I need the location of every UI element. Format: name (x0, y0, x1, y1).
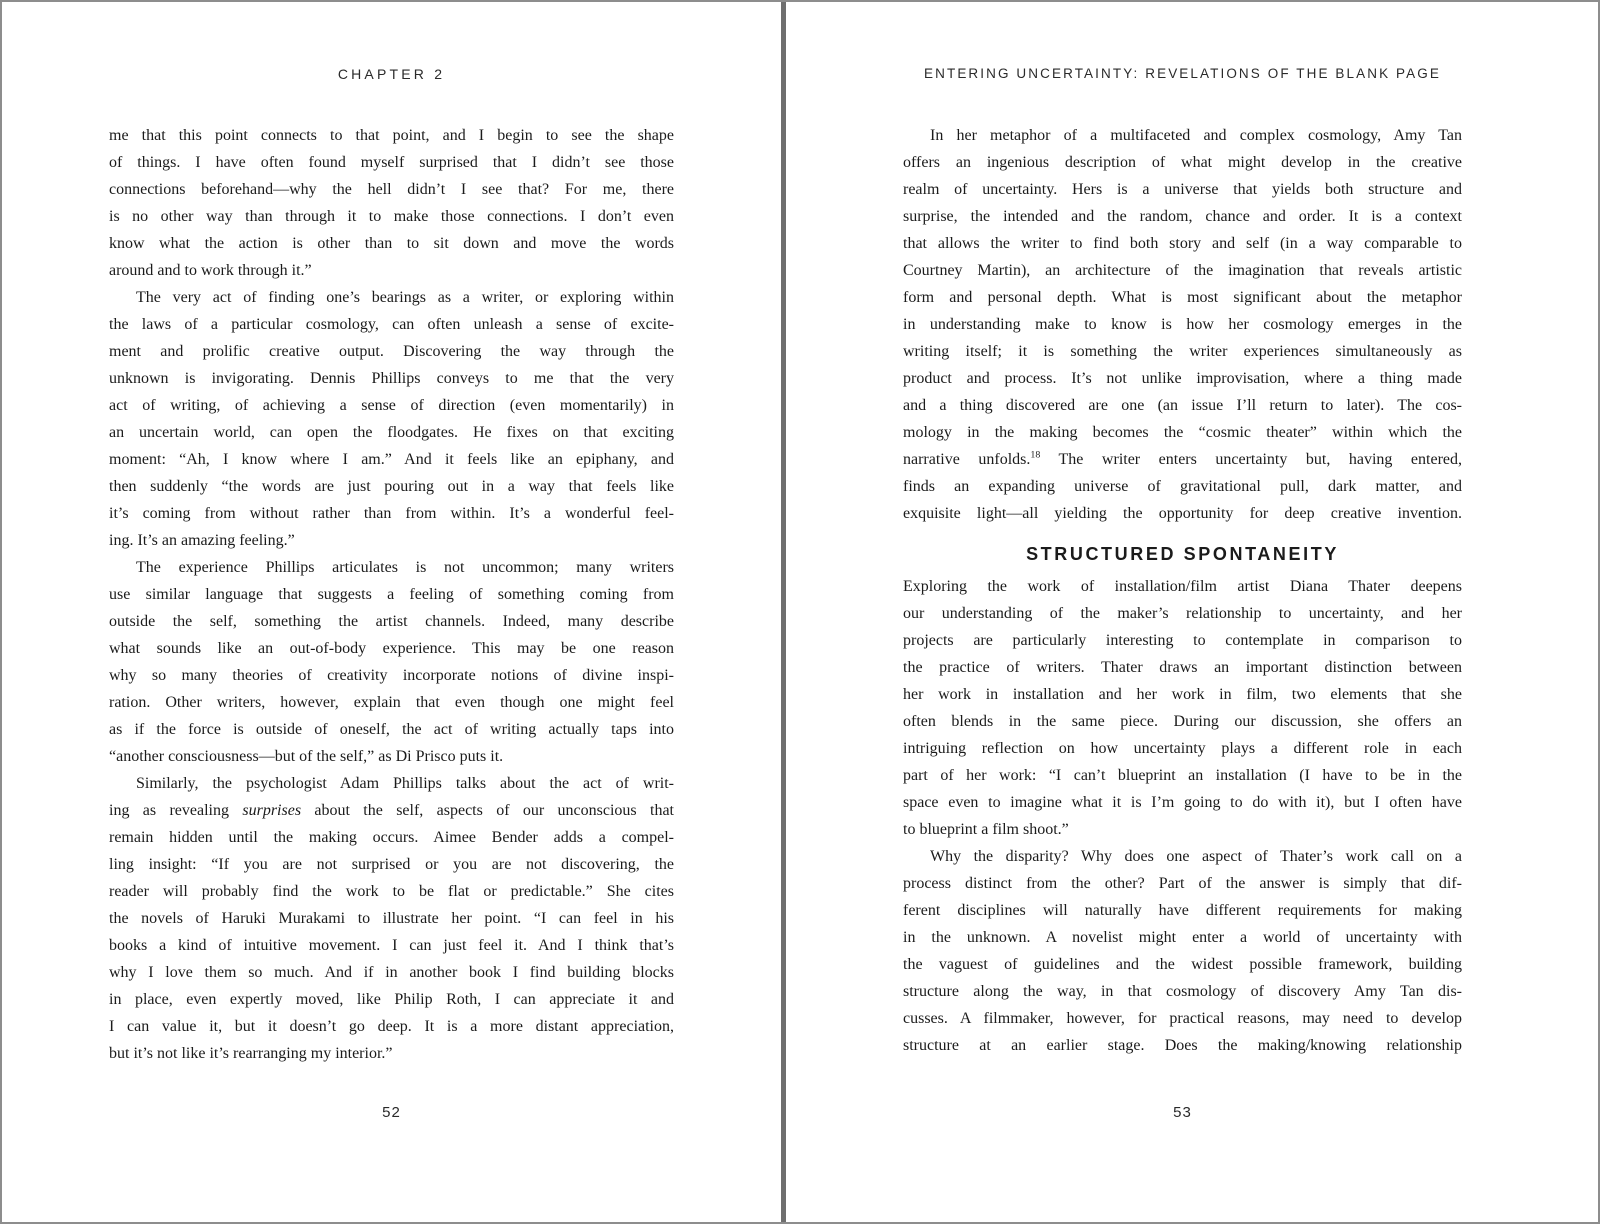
text-line: ing as revealing surprises about the self, aspects of our unconscious that (109, 802, 675, 819)
text-line: but it’s not like it’s rearranging my interior.” (109, 1045, 393, 1062)
text-line: mology in the making becomes the “cosmic theater” within which the (903, 424, 1462, 441)
paragraph (109, 284, 674, 554)
text-line: the practice of writers. Thater draws an important distinction between (903, 659, 1462, 676)
text-line: form and personal depth. What is most significant about the metaphor (903, 289, 1462, 306)
text-line: use similar language that suggests a feeling of something coming from (109, 586, 674, 603)
text-line: part of her work: “I can’t blueprint an installation (I have to be in the (903, 767, 1462, 784)
text-line: books a kind of intuitive movement. I can just feel it. And I think that’s (109, 937, 674, 954)
text-line: why so many theories of creativity incorporate notions of divine inspi- (109, 667, 674, 684)
text-line: that allows the writer to find both story and self (in a way comparable to (903, 235, 1462, 252)
text-line: and a thing discovered are one (an issue I’ll return to later). The cos- (903, 397, 1462, 414)
left-page-number: 52 (382, 1104, 401, 1121)
text-line: around and to work through it.” (109, 262, 312, 279)
text-line: know what the action is other than to sit down and move the words (109, 235, 674, 252)
text-line: connections beforehand—why the hell didn’t I see that? For me, there (109, 181, 674, 198)
paragraph (903, 573, 1462, 843)
text-line: finds an expanding universe of gravitational pull, dark matter, and (903, 478, 1462, 495)
text-line: it’s coming from without rather than from within. It’s a wonderful feel- (109, 505, 674, 522)
text-line: remain hidden until the making occurs. Aimee Bender adds a compel- (109, 829, 674, 846)
text-line: then suddenly “the words are just pouring out in a way that feels like (109, 478, 674, 495)
text-line: ration. Other writers, however, explain that even though one might feel (109, 694, 674, 711)
paragraph (109, 770, 674, 1067)
page-gutter-divider (781, 2, 786, 1222)
right-page-body (903, 122, 1462, 1059)
text-line: “another consciousness—but of the self,” as Di Prisco puts it. (109, 748, 504, 765)
text-line: in the unknown. A novelist might enter a world of uncertainty with (903, 929, 1462, 946)
text-line: In her metaphor of a multifaceted and complex cosmology, Amy Tan (930, 127, 1462, 144)
text-line: ing. It’s an amazing feeling.” (109, 532, 295, 549)
text-line: reader will probably find the work to be flat or predictable.” She cites (109, 883, 674, 900)
text-line: projects are particularly interesting to contemplate in comparison to (903, 632, 1462, 649)
paragraph (109, 554, 674, 770)
text-line: to blueprint a film shoot.” (903, 821, 1069, 838)
text-line: exquisite light—all yielding the opportunity for deep creative invention. (903, 505, 1462, 522)
paragraph (109, 122, 674, 284)
text-line: why I love them so much. And if in another book I find building blocks (109, 964, 674, 981)
section-heading: STRUCTURED SPONTANEITY (1026, 544, 1339, 564)
text-line: moment: “Ah, I know where I am.” And it feels like an epiphany, and (109, 451, 674, 468)
text-line: structure at an earlier stage. Does the making/knowing relationship (903, 1037, 1462, 1054)
text-line: Why the disparity? Why does one aspect of Thater’s work call on a (930, 848, 1462, 865)
text-line: offers an ingenious description of what might develop in the creative (903, 154, 1462, 171)
text-line: unknown is invigorating. Dennis Phillips conveys to me that the very (109, 370, 674, 387)
left-page-body (109, 122, 674, 1067)
text-line: her work in installation and her work in film, two elements that she (903, 686, 1462, 703)
text-line: structure along the way, in that cosmology of discovery Amy Tan dis- (903, 983, 1462, 1000)
right-page-number: 53 (1173, 1104, 1192, 1121)
paragraph (903, 122, 1462, 527)
text-line: is no other way than through it to make those connections. I don’t even (109, 208, 674, 225)
text-line: The very act of finding one’s bearings as a writer, or exploring within (136, 289, 674, 306)
text-line: realm of uncertainty. Hers is a universe that yields both structure and (903, 181, 1462, 198)
text-line: surprise, the intended and the random, chance and order. It is a context (903, 208, 1462, 225)
text-line: ment and prolific creative output. Discovering the way through the (109, 343, 674, 360)
text-line: an uncertain world, can open the floodgates. He fixes on that exciting (109, 424, 674, 441)
text-line: in place, even expertly moved, like Philip Roth, I can appreciate it and (109, 991, 674, 1008)
text-line: often blends in the same piece. During our discussion, she offers an (903, 713, 1462, 730)
text-line: process distinct from the other? Part of the answer is simply that dif- (903, 875, 1462, 892)
text-line: of things. I have often found myself surprised that I didn’t see those (109, 154, 674, 171)
text-line: outside the self, something the artist channels. Indeed, many describe (109, 613, 674, 630)
text-line: the laws of a particular cosmology, can often unleash a sense of excite- (109, 316, 674, 333)
text-line: narrative unfolds.$^{18}$ The writer enters uncertainty but, having entered, (903, 449, 1463, 468)
text-line: writing itself; it is something the writer experiences simultaneously as (903, 343, 1462, 360)
right-running-head: ENTERING UNCERTAINTY: REVELATIONS OF THE BLANK PAGE (924, 66, 1441, 81)
text-line: our understanding of the maker’s relationship to uncertainty, and her (903, 605, 1462, 622)
text-line: space even to imagine what it is I’m going to do with it), but I often have (903, 794, 1462, 811)
text-line: Similarly, the psychologist Adam Phillips talks about the act of writ- (136, 775, 674, 792)
text-line: in understanding make to know is how her cosmology emerges in the (903, 316, 1462, 333)
paragraph (903, 843, 1462, 1059)
text-line: I can value it, but it doesn’t go deep. It is a more distant appreciation, (109, 1018, 674, 1035)
text-line: me that this point connects to that point, and I begin to see the shape (109, 127, 674, 144)
text-line: the vaguest of guidelines and the widest possible framework, building (903, 956, 1462, 973)
text-line: Exploring the work of installation/film artist Diana Thater deepens (903, 578, 1462, 595)
text-line: The experience Phillips articulates is not uncommon; many writers (136, 559, 674, 576)
text-line: Courtney Martin), an architecture of the imagination that reveals artistic (903, 262, 1462, 279)
text-line: intriguing reflection on how uncertainty plays a different role in each (903, 740, 1462, 757)
left-running-head: CHAPTER 2 (337, 66, 446, 82)
text-line: ling insight: “If you are not surprised or you are not discovering, the (109, 856, 674, 873)
text-line: the novels of Haruki Murakami to illustrate her point. “I can feel in his (109, 910, 674, 927)
text-line: what sounds like an out-of-body experience. This may be one reason (109, 640, 674, 657)
text-line: ferent disciplines will naturally have different requirements for making (903, 902, 1462, 919)
text-line: cusses. A filmmaker, however, for practical reasons, may need to develop (903, 1010, 1462, 1027)
text-line: product and process. It’s not unlike improvisation, where a thing made (903, 370, 1462, 387)
text-line: as if the force is outside of oneself, the act of writing actually taps into (109, 721, 674, 738)
text-line: act of writing, of achieving a sense of direction (even momentarily) in (109, 397, 674, 414)
